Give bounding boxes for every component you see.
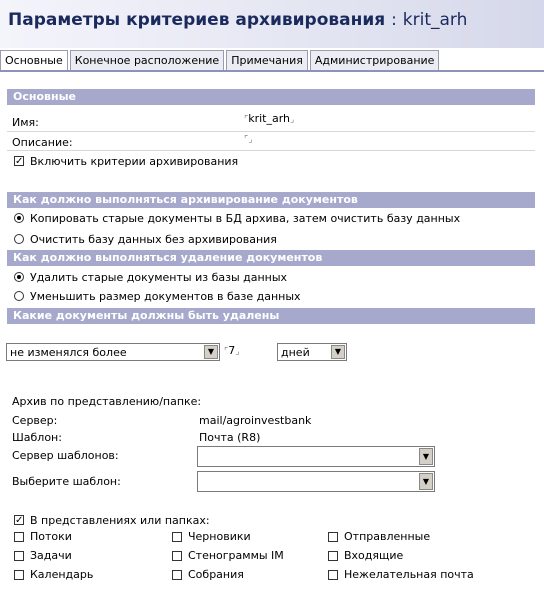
folder-label: Календарь	[30, 568, 94, 581]
folder-label: Собрания	[188, 568, 244, 581]
folder-label: Отправленные	[344, 530, 431, 543]
row-divider	[7, 131, 535, 132]
delete-option-remove-label: Удалить старые документы из базы данных	[30, 271, 288, 284]
unit-value: дней	[281, 346, 310, 359]
days-number-field[interactable]	[224, 344, 239, 357]
folder-checkbox[interactable]	[14, 570, 24, 580]
section-delete-mode: Как должно выполняться удаление документов	[7, 250, 535, 266]
tab-underline	[0, 70, 544, 72]
field-close-mark: ⌟	[235, 347, 240, 357]
section-archive-mode: Как должно выполняться архивирование документов	[7, 192, 535, 208]
days-number-value: 7	[228, 344, 236, 357]
server-value: mail/agroinvestbank	[199, 414, 312, 427]
name-field[interactable]	[244, 112, 294, 125]
tab-destination[interactable]: Конечное расположение	[70, 50, 224, 70]
template-server-label: Сервер шаблонов:	[12, 449, 119, 462]
field-open-mark: ⌜	[244, 115, 249, 125]
choose-template-select[interactable]	[197, 471, 435, 492]
field-open-mark: ⌜	[244, 135, 249, 145]
tab-bar	[0, 50, 441, 70]
condition-select[interactable]	[6, 343, 220, 361]
folder-label: Черновики	[188, 530, 251, 543]
row-divider	[7, 150, 535, 151]
template-value: Почта (R8)	[199, 431, 261, 444]
title-separator: :	[391, 10, 397, 30]
field-close-mark: ⌟	[248, 135, 253, 145]
chevron-down-icon[interactable]: ▼	[419, 448, 433, 465]
template-server-select[interactable]	[197, 446, 435, 467]
archive-option-purge-label: Очистить базу данных без архивирования	[30, 233, 277, 246]
name-value: krit_arh	[248, 112, 291, 125]
tab-basics[interactable]: Основные	[0, 50, 68, 70]
folder-checkbox[interactable]	[328, 551, 338, 561]
by-view-heading: Архив по представлению/папке:	[12, 395, 202, 408]
chevron-down-icon[interactable]: ▼	[331, 345, 345, 359]
condition-value: не изменялся более	[10, 346, 127, 359]
section-which-documents: Какие документы должны быть удалены	[7, 308, 535, 324]
folder-checkbox[interactable]	[172, 570, 182, 580]
delete-option-reduce-radio[interactable]	[14, 291, 24, 301]
template-label: Шаблон:	[12, 431, 62, 444]
title-text: Параметры критериев архивирования	[8, 10, 386, 30]
criteria-name: krit_arh	[402, 10, 468, 30]
archive-option-copy-label: Копировать старые документы в БД архива, затем очистить базу данных	[30, 212, 461, 225]
folder-label: Стенограммы IM	[188, 549, 284, 562]
name-label: Имя:	[12, 116, 39, 129]
tab-administration[interactable]: Администрирование	[310, 50, 440, 70]
delete-option-reduce-label: Уменьшить размер документов в базе данных	[30, 290, 301, 303]
choose-template-label: Выберите шаблон:	[12, 475, 121, 488]
folder-label: Потоки	[30, 530, 72, 543]
chevron-down-icon[interactable]: ▼	[419, 473, 433, 490]
folder-label: Нежелательная почта	[344, 568, 474, 581]
delete-option-remove-radio[interactable]	[14, 272, 24, 282]
field-open-mark: ⌜	[224, 347, 229, 357]
server-label: Сервер:	[12, 414, 58, 427]
enable-criteria-checkbox[interactable]: ✓	[15, 156, 24, 167]
section-basics: Основные	[7, 89, 535, 105]
enable-criteria-label: Включить критерии архивирования	[30, 155, 239, 168]
folder-checkbox[interactable]	[328, 532, 338, 542]
folder-checkbox[interactable]	[14, 551, 24, 561]
folder-label: Входящие	[344, 549, 404, 562]
unit-select[interactable]	[277, 343, 347, 361]
views-folders-checkbox[interactable]: ✓	[15, 515, 24, 526]
chevron-down-icon[interactable]: ▼	[204, 345, 218, 359]
folder-checkbox[interactable]	[14, 532, 24, 542]
folder-label: Задачи	[30, 549, 72, 562]
views-folders-label: В представлениях или папках:	[30, 514, 210, 527]
archive-option-purge-radio[interactable]	[14, 234, 24, 244]
folder-checkbox[interactable]	[328, 570, 338, 580]
field-close-mark: ⌟	[290, 115, 295, 125]
folder-checkbox[interactable]	[172, 532, 182, 542]
description-field[interactable]	[244, 132, 252, 145]
page-title	[8, 10, 467, 30]
tab-notes[interactable]: Примечания	[226, 50, 308, 70]
archive-option-copy-radio[interactable]	[14, 213, 24, 223]
folder-checkbox[interactable]	[172, 551, 182, 561]
description-label: Описание:	[12, 136, 73, 149]
